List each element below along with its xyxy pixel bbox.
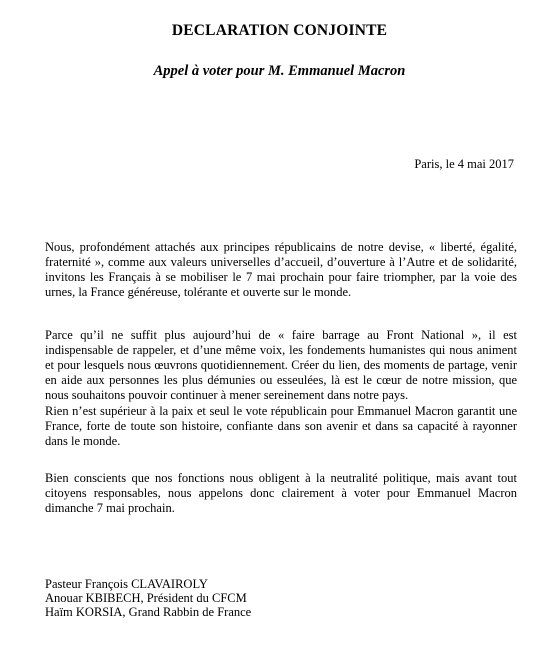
document-title: DECLARATION CONJOINTE (171, 22, 388, 39)
paragraph-4: Bien conscients que nos fonctions nous obligent à la neutralité politique, mais avant tout citoyens responsables, nous appelons donc clairement à voter pour Emmanuel Macron dimanche 7 mai prochain. (45, 471, 517, 515)
date-line: Paris, le 4 mai 2017 (414, 157, 514, 171)
signature-line: Pasteur François CLAVAIROLY (45, 577, 208, 591)
signature-line: Haïm KORSIA, Grand Rabbin de France (45, 605, 252, 619)
signature-line: Anouar KBIBECH, Président du CFCM (45, 591, 247, 605)
document-subtitle: Appel à voter pour M. Emmanuel Macron (153, 63, 406, 79)
paragraph-3: Rien n’est supérieur à la paix et seul le vote républicain pour Emmanuel Macron garantit une France, forte de toute son histoire, confiante dans son avenir et dans sa capacité à rayonner dans le monde. (45, 404, 517, 448)
signature-block (45, 577, 251, 619)
paragraph-2: Parce qu’il ne suffit plus aujourd’hui de « faire barrage au Front National », il est indispensable de rappeler, et d’une même voix, les fondements humanistes qui nous animent et pour lesquels nous œuvrons quotidiennement. Créer du lien, des moments de partage, venir en aide aux personnes les plus démunies ou esseulées, là est le cœur de notre mission, que nous souhaitons pouvoir continuer à mener sereinement dans notre pays. (45, 328, 517, 402)
paragraph-1: Nous, profondément attachés aux principes républicains de notre devise, « liberté, égalité, fraternité », comme aux valeurs universelles d’accueil, d’ouverture à l’Autre et de solidarité, invitons les Français à se mobiliser le 7 mai prochain pour faire triompher, par la voie des urnes, la France généreuse, tolérante et ouverte sur le monde. (45, 240, 517, 299)
